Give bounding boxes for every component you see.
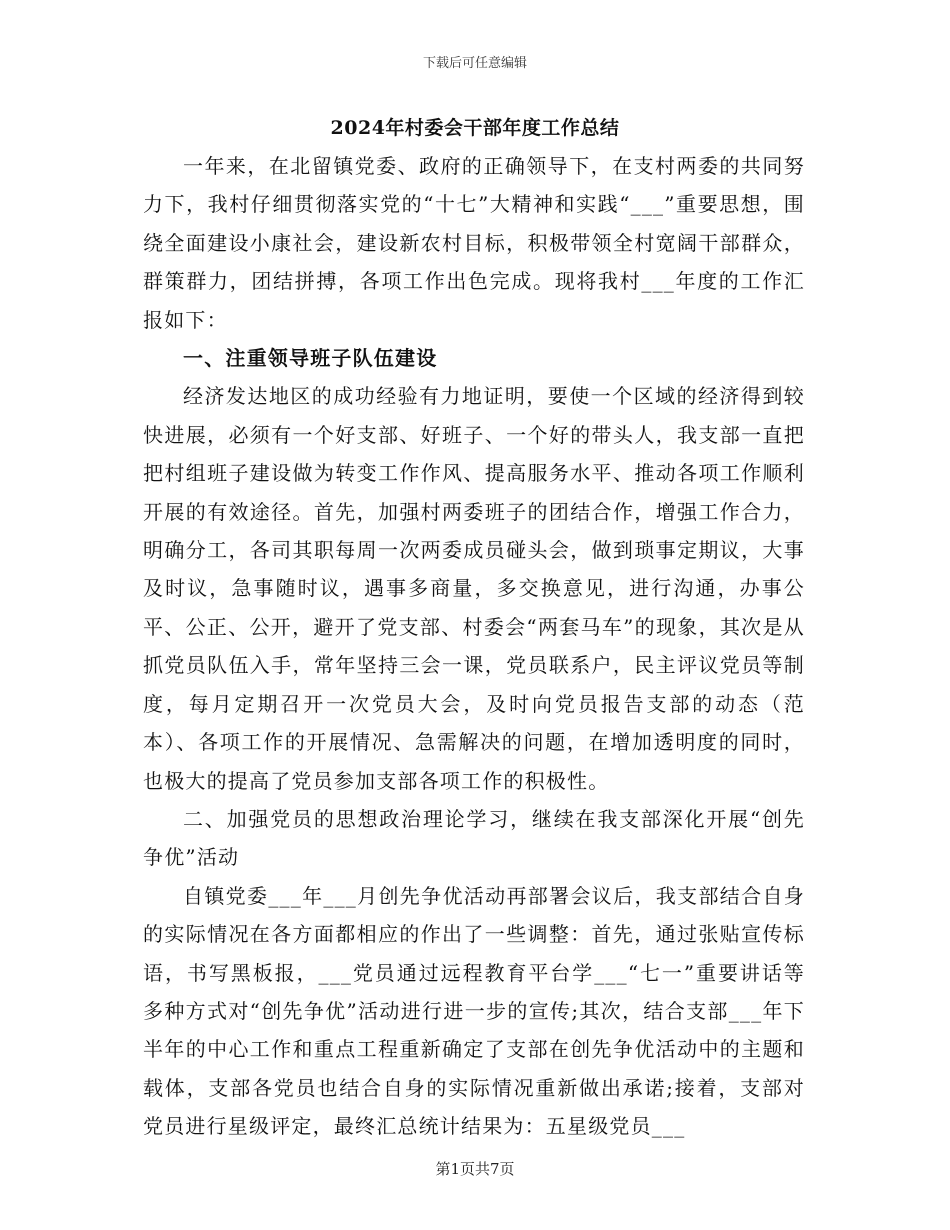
section-2-paragraph: 自镇党委___年___月创先争优活动再部署会议后，我支部结合自身的实际情况在各方面都相应的作出了一些调整：首先，通过张贴宣传标语，书写黑板报，___党员通过远程教育平台学___“七一”重要讲话等多种方式对“创先争优”活动进行进一步的宣传;其次，结合支部___年下半年的中心工作和重点工程重新确定了支部在创先争优活动中的主题和载体，支部各党员也结合自身的实际情况重新做出承诺;接着，支部对党员进行星级评定，最终汇总统计结果为：五星级党员___	[143, 883, 805, 1139]
intro-paragraph: 一年来，在北留镇党委、政府的正确领导下，在支村两委的共同努力下，我村仔细贯彻落实党的“十七”大精神和实践“___”重要思想，围绕全面建设小康社会，建设新农村目标，积极带领全村宽阔干部群众，群策群力，团结拼搏，各项工作出色完成。现将我村___年度的工作汇报如下：	[143, 154, 805, 332]
page-number-footer: 第1页共7页	[435, 1160, 515, 1178]
section-1-paragraph: 经济发达地区的成功经验有力地证明，要使一个区域的经济得到较快进展，必须有一个好支部、好班子、一个好的带头人，我支部一直把把村组班子建设做为转变工作作风、提高服务水平、推动各项工作顺利开展的有效途径。首先，加强村两委班子的团结合作，增强工作合力，明确分工，各司其职每周一次两委成员碰头会，做到琐事定期议，大事及时议，急事随时议，遇事多商量，多交换意见，进行沟通，办事公平、公正、公开，避开了党支部、村委会“两套马车”的现象，其次是从抓党员队伍入手，常年坚持三会一课，党员联系户，民主评议党员等制度，每月定期召开一次党员大会，及时向党员报告支部的动态（范本）、各项工作的开展情况、急需解决的问题，在增加透明度的同时，也极大的提高了党员参加支部各项工作的积极性。	[143, 384, 805, 793]
document-title: 2024年村委会干部年度工作总结	[330, 117, 620, 139]
page-header-note: 下载后可任意编辑	[422, 56, 527, 71]
document-body	[143, 147, 805, 1146]
section-1-heading: 一、注重领导班子队伍建设	[183, 346, 438, 371]
section-2-heading: 二、加强党员的思想政治理论学习，继续在我支部深化开展“创先争优”活动	[143, 806, 805, 870]
